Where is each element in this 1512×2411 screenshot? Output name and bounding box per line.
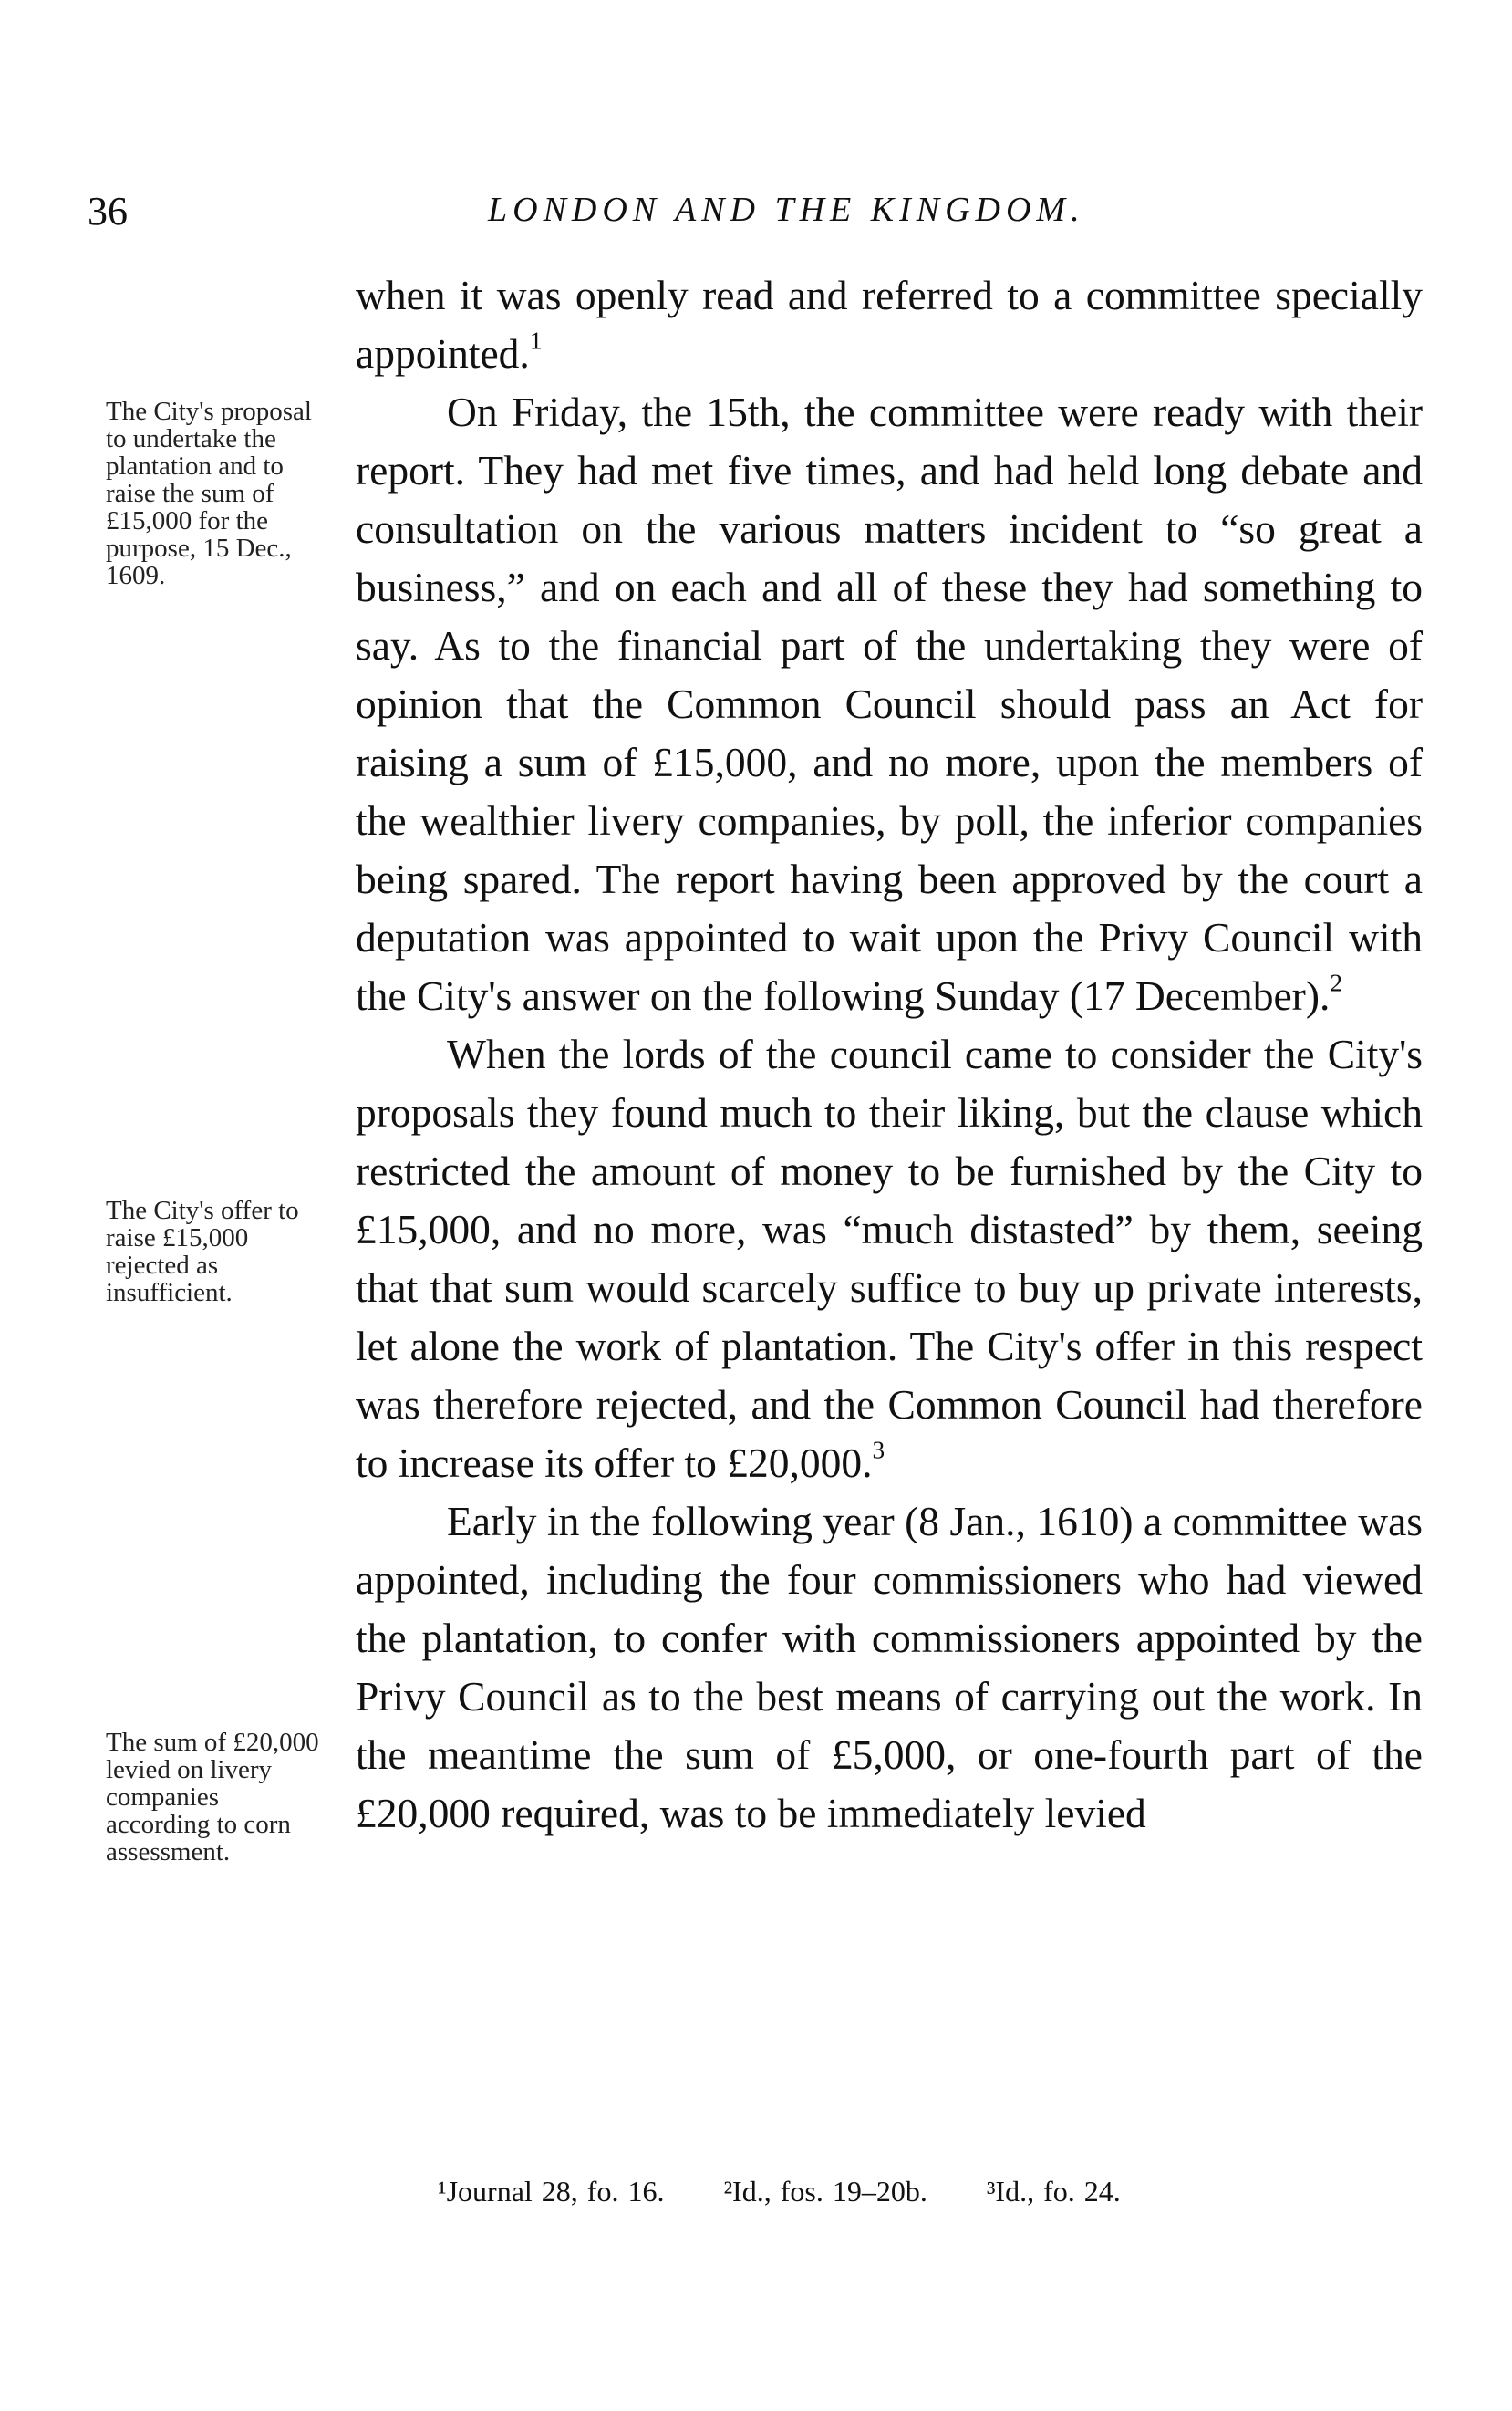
sidenote-sum-levied: The sum of £20,000 levied on livery companies according to corn assessment.	[106, 1728, 319, 1866]
footnote-3: ³Id., fo. 24.	[986, 2175, 1121, 2208]
running-title: LONDON AND THE KINGDOM.	[488, 191, 1085, 229]
footnote-ref-1: 1	[529, 327, 543, 355]
footnote-ref-3: 3	[872, 1436, 885, 1464]
footnote-1: ¹Journal 28, fo. 16.	[438, 2175, 665, 2208]
footnote-ref-2: 2	[1330, 969, 1343, 997]
paragraph-2: On Friday, the 15th, the committee were ready with their report. They had met five times, and had held long debate and consultation on the various matters incident to “so great a business,” and on each and all of these they had something to say. As to the financial part of the undertaking they were of opinion that the Common Council should pass an Act for raising a sum of £15,000, and no more, upon the members of the wealthier livery companies, by poll, the inferior companies being spared. The report having been approved by the court a deputation was appointed to wait upon the Privy Council with the City's answer on the following Sunday (17 December).$^2$	[356, 389, 1423, 1019]
sidenote-proposal: The City's proposal to undertake the plantation and to raise the sum of £15,000 for the purpose, 15 Dec., 1609.	[106, 397, 312, 590]
page-number: 36	[88, 189, 128, 234]
footnote-2: ²Id., fos. 19–20b.	[723, 2175, 927, 2208]
paragraph-3: When the lords of the council came to consider the City's proposals they found much to their liking, but the clause which restricted the amount of money to be furnished by the City to £15,000, and no more, was “much distasted” by them, seeing that that sum would scarcely suffice to buy up private interests, let alone the work of plantation. The City's offer in this respect was therefore rejected, and the Common Council had therefore to increase its offer to £20,000.$^3$	[356, 1031, 1423, 1486]
footnotes	[438, 2175, 1441, 2208]
paragraph-1: when it was openly read and referred to a committee specially appointed.$^1$	[356, 272, 1423, 377]
paragraph-4: Early in the following year (8 Jan., 1610) a committee was appointed, including the four commissioners who had viewed the plantation, to confer with commissioners appointed by the Privy Council as to the best means of carrying out the work. In the meantime the sum of £5,000, or one-fourth part of the £20,000 required, was to be immediately levied	[356, 1498, 1423, 1836]
main-text	[356, 266, 1423, 1843]
sidenote-offer-rejected: The City's offer to raise £15,000 rejected as insufficient.	[106, 1196, 299, 1307]
